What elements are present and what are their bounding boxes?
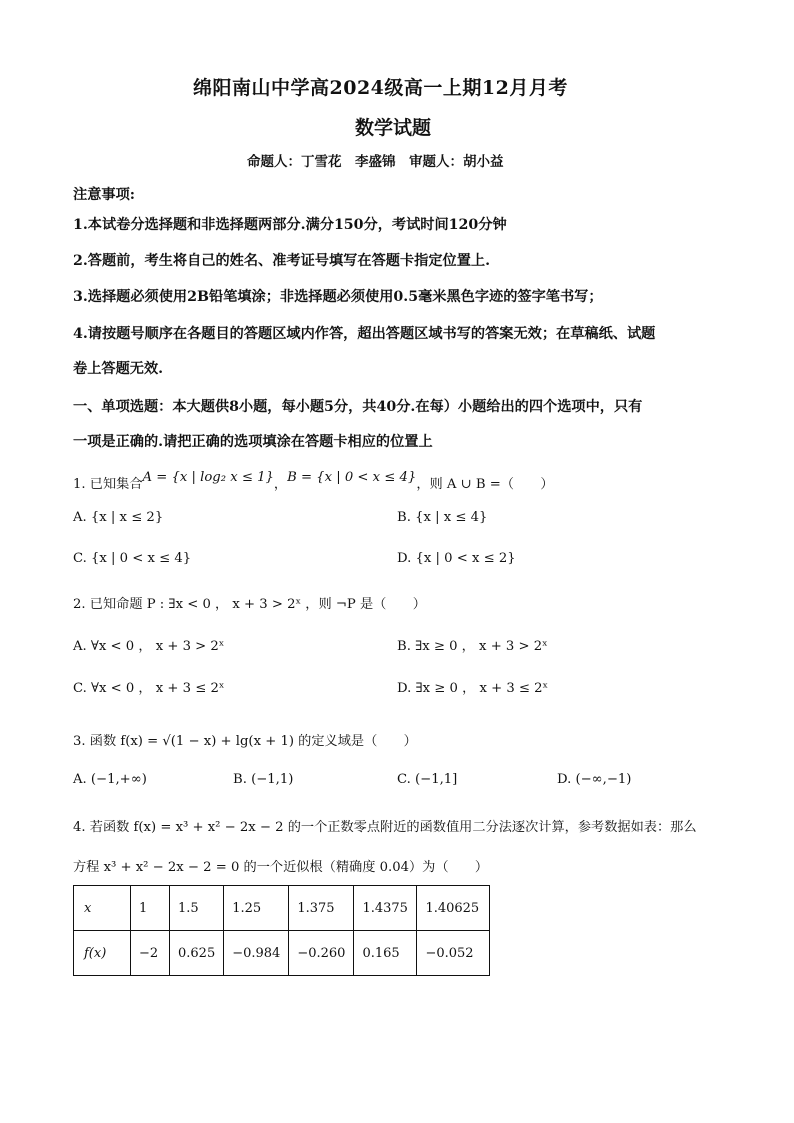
section-heading: 一、单项选题：本大题供8小题，每小题5分，共40分.在每）小题给出的四个选项中，只有 bbox=[73, 399, 643, 415]
question-3-stem: 3. 函数 f(x) = √(1 − x) + lg(x + 1) 的定义域是（ ） bbox=[73, 734, 417, 749]
notice-item-3: 3.选择题必须使用2B铅笔填涂；非选择题必须使用0.5毫米黑色字迹的签字笔书写； bbox=[73, 289, 603, 305]
table-cell: −0.984 bbox=[224, 931, 289, 976]
q1-sep: ， bbox=[273, 477, 288, 492]
q3-option-d: D. (−∞,−1) bbox=[557, 772, 632, 787]
table-cell: −0.260 bbox=[289, 931, 354, 976]
question-1-stem bbox=[73, 470, 554, 492]
notice-item-4-cont: 卷上答题无效. bbox=[73, 361, 164, 377]
question-2-stem: 2. 已知命题 P : ∃x < 0 ， x + 3 > 2ˣ ，则 ¬P 是（ ） bbox=[73, 597, 426, 612]
q1-option-d: D. {x | 0 < x ≤ 2} bbox=[397, 551, 516, 566]
table-cell: −2 bbox=[131, 931, 170, 976]
table-row bbox=[74, 931, 490, 976]
exam-authors: 命题人：丁雪花 李盛锦 审题人：胡小益 bbox=[247, 154, 504, 170]
notice-item-2: 2.答题前，考生将自己的姓名、准考证号填写在答题卡指定位置上. bbox=[73, 253, 491, 269]
exam-title: 绵阳南山中学高2024级高一上期12月月考 bbox=[193, 77, 568, 99]
question-4-stem-cont: 方程 x³ + x² − 2x − 2 = 0 的一个近似根（精确度 0.04）为（ ） bbox=[73, 860, 489, 875]
notice-item-1: 1.本试卷分选择题和非选择题两部分.满分150分，考试时间120分钟 bbox=[73, 217, 507, 233]
table-cell: 0.165 bbox=[354, 931, 417, 976]
section-heading-cont: 一项是正确的.请把正确的选项填涂在答题卡相应的位置上 bbox=[73, 434, 433, 450]
q3-option-c: C. (−1,1] bbox=[397, 772, 458, 787]
table-cell: 1 bbox=[131, 886, 170, 931]
q1-suffix: ，则 A ∪ B =（ ） bbox=[416, 477, 554, 492]
table-cell: 0.625 bbox=[170, 931, 224, 976]
q1-option-a: A. {x | x ≤ 2} bbox=[73, 510, 164, 525]
table-cell: f(x) bbox=[74, 931, 131, 976]
q2-option-a: A. ∀x < 0 ， x + 3 > 2ˣ bbox=[73, 639, 225, 654]
q2-option-b: B. ∃x ≥ 0 ， x + 3 > 2ˣ bbox=[397, 639, 548, 654]
q1-set-a: A = {x | log₂ x ≤ 1} bbox=[142, 470, 274, 485]
table-cell: 1.25 bbox=[224, 886, 289, 931]
q1-option-c: C. {x | 0 < x ≤ 4} bbox=[73, 551, 192, 566]
q3-option-b: B. (−1,1) bbox=[233, 772, 294, 787]
q2-option-c: C. ∀x < 0 ， x + 3 ≤ 2ˣ bbox=[73, 681, 225, 696]
table-cell: 1.40625 bbox=[417, 886, 490, 931]
notice-item-4: 4.请按题号顺序在各题目的答题区域内作答，超出答题区域书写的答案无效；在草稿纸、试题 bbox=[73, 326, 656, 342]
table-cell: 1.4375 bbox=[354, 886, 417, 931]
q1-option-b: B. {x | x ≤ 4} bbox=[397, 510, 488, 525]
q1-set-b: B = {x | 0 < x ≤ 4} bbox=[287, 470, 417, 485]
table-cell: 1.5 bbox=[170, 886, 224, 931]
q1-prefix: 1. 已知集合 bbox=[73, 477, 143, 492]
exam-subtitle: 数学试题 bbox=[355, 117, 432, 139]
q3-option-a: A. (−1,+∞) bbox=[73, 772, 147, 787]
table-cell: x bbox=[74, 886, 131, 931]
question-4-stem: 4. 若函数 f(x) = x³ + x² − 2x − 2 的一个正数零点附近的函数值用二分法逐次计算，参考数据如表：那么 bbox=[73, 820, 697, 835]
bisection-table bbox=[73, 885, 490, 976]
notice-heading: 注意事项: bbox=[73, 187, 135, 203]
table-cell: −0.052 bbox=[417, 931, 490, 976]
q2-option-d: D. ∃x ≥ 0 ， x + 3 ≤ 2ˣ bbox=[397, 681, 549, 696]
table-cell: 1.375 bbox=[289, 886, 354, 931]
table-row bbox=[74, 886, 490, 931]
